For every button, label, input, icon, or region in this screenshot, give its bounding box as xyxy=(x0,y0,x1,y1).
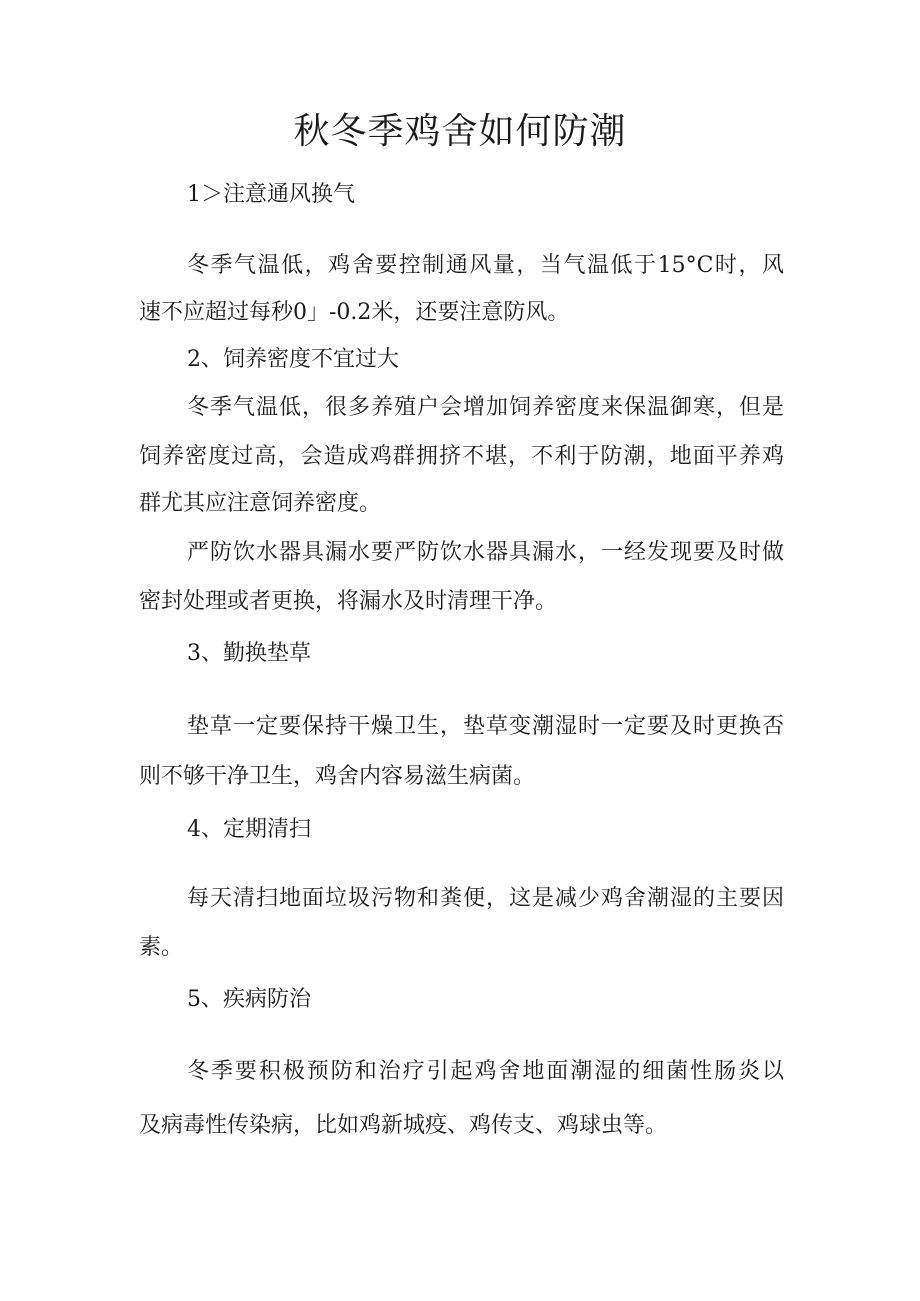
paragraph-line: 群尤其应注意饲养密度。 xyxy=(139,491,382,516)
paragraph-line: 每天清扫地面垃圾污物和粪便，这是减少鸡舍潮湿的主要因 xyxy=(187,886,784,911)
paragraph-line: 密封处理或者更换，将漏水及时清理干净。 xyxy=(139,589,558,614)
section-heading-cleaning: 4、定期清扫 xyxy=(187,817,311,842)
section-heading-density: 2、饲养密度不宜过大 xyxy=(187,347,399,372)
paragraph-line: 素。 xyxy=(139,935,184,960)
paragraph-line: 严防饮水器具漏水要严防饮水器具漏水，一经发现要及时做 xyxy=(187,540,784,565)
document-title: 秋冬季鸡舍如何防潮 xyxy=(293,111,627,152)
paragraph-line: 冬季要积极预防和治疗引起鸡舍地面潮湿的细菌性肠炎以 xyxy=(187,1059,784,1084)
paragraph-line: 及病毒性传染病，比如鸡新城疫、鸡传支、鸡球虫等。 xyxy=(139,1113,668,1138)
paragraph-line: 速不应超过每秒0」-0.2米，还要注意防风。 xyxy=(139,300,570,325)
section-heading-bedding: 3、勤换垫草 xyxy=(187,641,311,666)
paragraph-line: 饲养密度过高，会造成鸡群拥挤不堪，不利于防潮，地面平养鸡 xyxy=(139,444,784,469)
paragraph-line: 冬季气温低，很多养殖户会增加饲养密度来保温御寒，但是 xyxy=(187,395,784,420)
section-heading-disease: 5、疾病防治 xyxy=(187,987,311,1012)
paragraph-line: 冬季气温低，鸡舍要控制通风量，当气温低于15°C时，风 xyxy=(187,253,784,278)
paragraph-line: 则不够干净卫生，鸡舍内容易滋生病菌。 xyxy=(139,764,536,789)
section-heading-ventilation: 1＞注意通风换气 xyxy=(187,182,355,207)
paragraph-line: 垫草一定要保持干燥卫生，垫草变潮湿时一定要及时更换否 xyxy=(187,714,784,739)
